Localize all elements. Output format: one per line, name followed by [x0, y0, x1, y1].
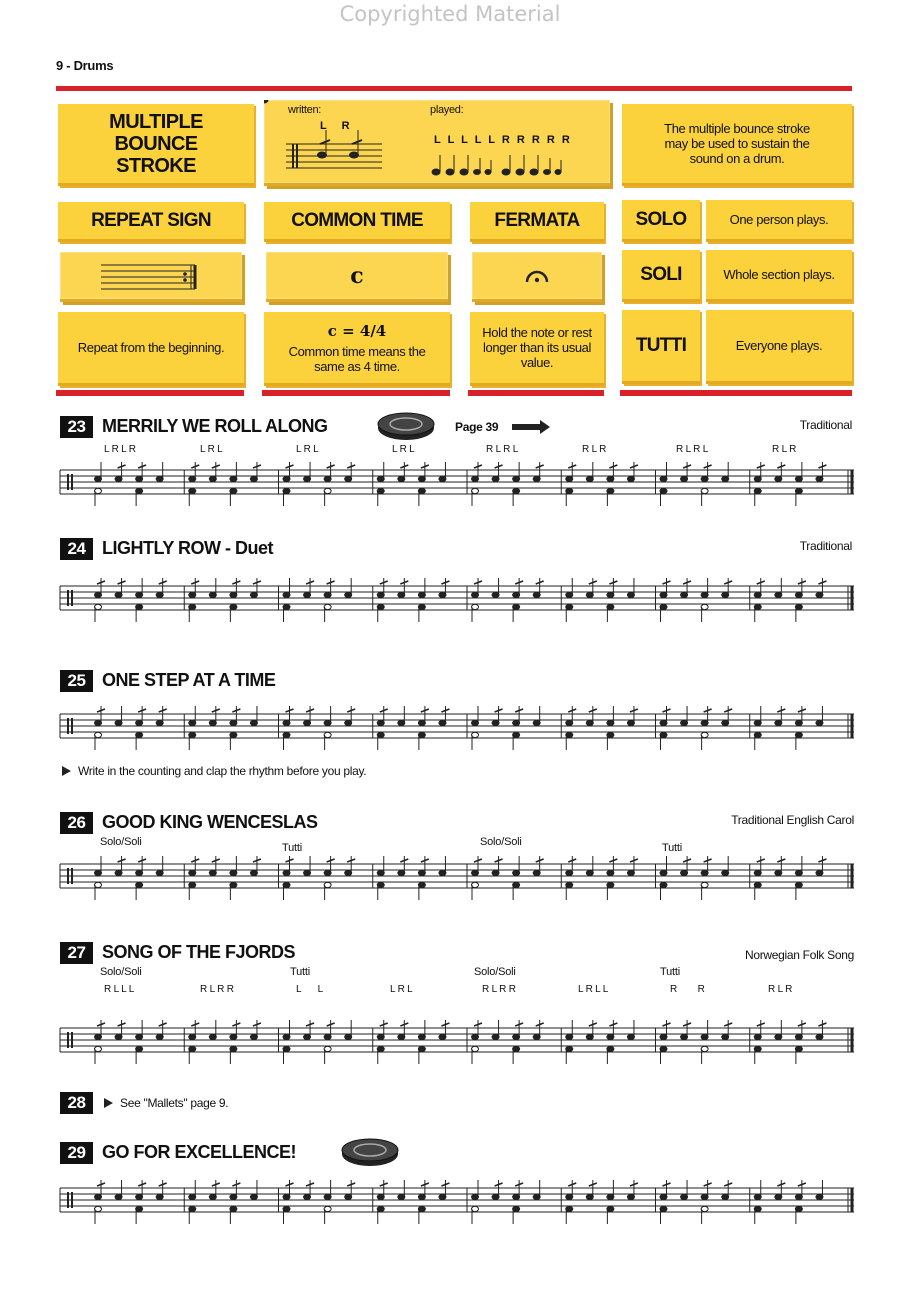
play-triangle-icon — [62, 766, 72, 776]
sticking-27-6: L R L L — [578, 984, 609, 995]
staff-29 — [60, 1180, 854, 1220]
soli-definition-box — [706, 250, 852, 302]
sticking-23-5: R L R L — [486, 444, 519, 455]
fermata-description-box — [470, 312, 604, 386]
sticking-27-2: R L R R — [200, 984, 234, 995]
sticking-27-5: R L R R — [482, 984, 516, 995]
fermata-icon — [524, 266, 550, 286]
tutti-term-box — [622, 310, 700, 384]
fermata-title-box — [470, 202, 604, 242]
annotation-27-1: Solo/Soli — [100, 966, 142, 978]
annotation-26-4: Tutti — [662, 842, 682, 854]
bottom-red-rule-3 — [468, 390, 604, 396]
sticking-23-3: L R L — [296, 444, 319, 455]
multiple-bounce-description-box — [622, 104, 852, 186]
exercise-26-composer: Traditional English Carol — [731, 813, 854, 827]
repeat-sign-description: Repeat from the beginning. — [77, 340, 225, 355]
solo-definition: One person plays. — [729, 212, 829, 227]
sticking-23-8: R L R — [772, 444, 797, 455]
annotation-27-3: Solo/Soli — [474, 966, 516, 978]
exercise-24-composer: Traditional — [799, 539, 852, 553]
played-sticking: L L L L L R R R R R — [434, 134, 572, 146]
staff-24 — [60, 578, 854, 618]
common-time-symbol-box — [266, 252, 448, 302]
common-time-description: Common time means the same as 4 time. — [288, 343, 426, 374]
exercise-26-number: 26 — [60, 812, 93, 834]
exercise-23-page-ref: Page 39 — [455, 420, 499, 434]
annotation-27-4: Tutti — [660, 966, 680, 978]
bottom-red-rule-1 — [56, 390, 244, 396]
exercise-26-title: GOOD KING WENCESLAS — [102, 812, 318, 832]
common-time-description-box — [264, 312, 450, 386]
sticking-23-4: L R L — [392, 444, 415, 455]
sticking-27-1: R L L L — [104, 984, 135, 995]
repeat-sign-description-box — [58, 312, 244, 386]
exercise-25-number: 25 — [60, 670, 93, 692]
staff-26 — [60, 856, 854, 896]
staff-25 — [60, 706, 854, 746]
repeat-sign-title: REPEAT SIGN — [91, 209, 211, 231]
sticking-23-7: R L R L — [676, 444, 709, 455]
common-time-title-box — [264, 202, 450, 242]
staff-23 — [60, 462, 854, 502]
repeat-sign-symbol — [91, 259, 211, 293]
solo-term: SOLO — [635, 208, 687, 230]
written-label: written: — [288, 104, 322, 116]
sticking-27-3: L L — [296, 984, 323, 995]
page-header: 9 - Drums — [56, 58, 114, 73]
repeat-sign-title-box — [58, 202, 244, 242]
tutti-definition-box — [706, 310, 852, 384]
play-triangle-icon — [104, 1098, 114, 1108]
exercise-27-number: 27 — [60, 942, 93, 964]
exercise-29-number: 29 — [60, 1142, 93, 1164]
exercise-24-title: LIGHTLY ROW - Duet — [102, 538, 273, 558]
fermata-title: FERMATA — [494, 209, 580, 231]
annotation-27-2: Tutti — [290, 966, 310, 978]
exercise-29-title: GO FOR EXCELLENCE! — [102, 1142, 297, 1162]
bounce-stroke-notation — [264, 100, 610, 186]
multiple-bounce-description: The multiple bounce stroke may be used to sustain the sound on a drum. — [664, 121, 810, 166]
sticking-23-2: L R L — [200, 444, 223, 455]
annotation-26-3: Solo/Soli — [480, 836, 522, 848]
bottom-red-rule-4 — [620, 390, 852, 396]
tutti-term: TUTTI — [635, 334, 687, 356]
solo-definition-box — [706, 200, 852, 242]
sticking-23-1: L R L R — [104, 444, 136, 455]
sticking-27-8: R L R — [768, 984, 793, 995]
staff-27 — [60, 1020, 854, 1060]
written-sticking: L R — [320, 120, 356, 132]
exercise-23-composer: Traditional — [799, 418, 852, 432]
fermata-symbol-box — [472, 252, 602, 302]
multiple-bounce-title: MULTIPLE BOUNCE STROKE — [109, 110, 203, 177]
common-time-symbol: c — [350, 262, 364, 289]
sticking-27-4: L R L — [390, 984, 413, 995]
top-red-rule — [56, 86, 852, 91]
copyright-watermark: Copyrighted Material — [339, 2, 561, 26]
common-time-equation: c = 4/4 — [327, 321, 387, 340]
annotation-26-2: Tutti — [282, 842, 302, 854]
soli-definition: Whole section plays. — [723, 267, 835, 282]
exercise-23-title: MERRILY WE ROLL ALONG — [102, 416, 328, 436]
sticking-23-6: R L R — [582, 444, 607, 455]
multiple-bounce-title-box — [58, 104, 254, 186]
exercise-23-number: 23 — [60, 416, 93, 438]
soli-term: SOLI — [640, 263, 682, 285]
cd-track-icon — [376, 410, 436, 442]
repeat-sign-symbol-box — [60, 252, 242, 302]
annotation-26-1: Solo/Soli — [100, 836, 142, 848]
fermata-description: Hold the note or rest longer than its usual value. — [482, 325, 592, 370]
soli-term-box — [622, 250, 700, 302]
exercise-25-title: ONE STEP AT A TIME — [102, 670, 276, 690]
exercise-24-number: 24 — [60, 538, 93, 560]
tutti-definition: Everyone plays. — [735, 338, 823, 353]
bottom-red-rule-2 — [262, 390, 450, 396]
played-label: played: — [430, 104, 464, 116]
exercise-28-number: 28 — [60, 1092, 93, 1114]
exercise-25-instruction: Write in the counting and clap the rhythm before you play. — [78, 764, 367, 778]
cd-track-icon — [340, 1136, 400, 1168]
exercise-27-composer: Norwegian Folk Song — [744, 948, 854, 962]
multiple-bounce-example-box — [264, 100, 610, 186]
arrow-right-icon — [512, 420, 552, 434]
solo-term-box — [622, 200, 700, 242]
common-time-title: COMMON TIME — [291, 209, 423, 231]
exercise-28-instruction: See "Mallets" page 9. — [120, 1096, 229, 1110]
exercise-27-title: SONG OF THE FJORDS — [102, 942, 296, 962]
sticking-27-7: R R — [670, 984, 705, 995]
